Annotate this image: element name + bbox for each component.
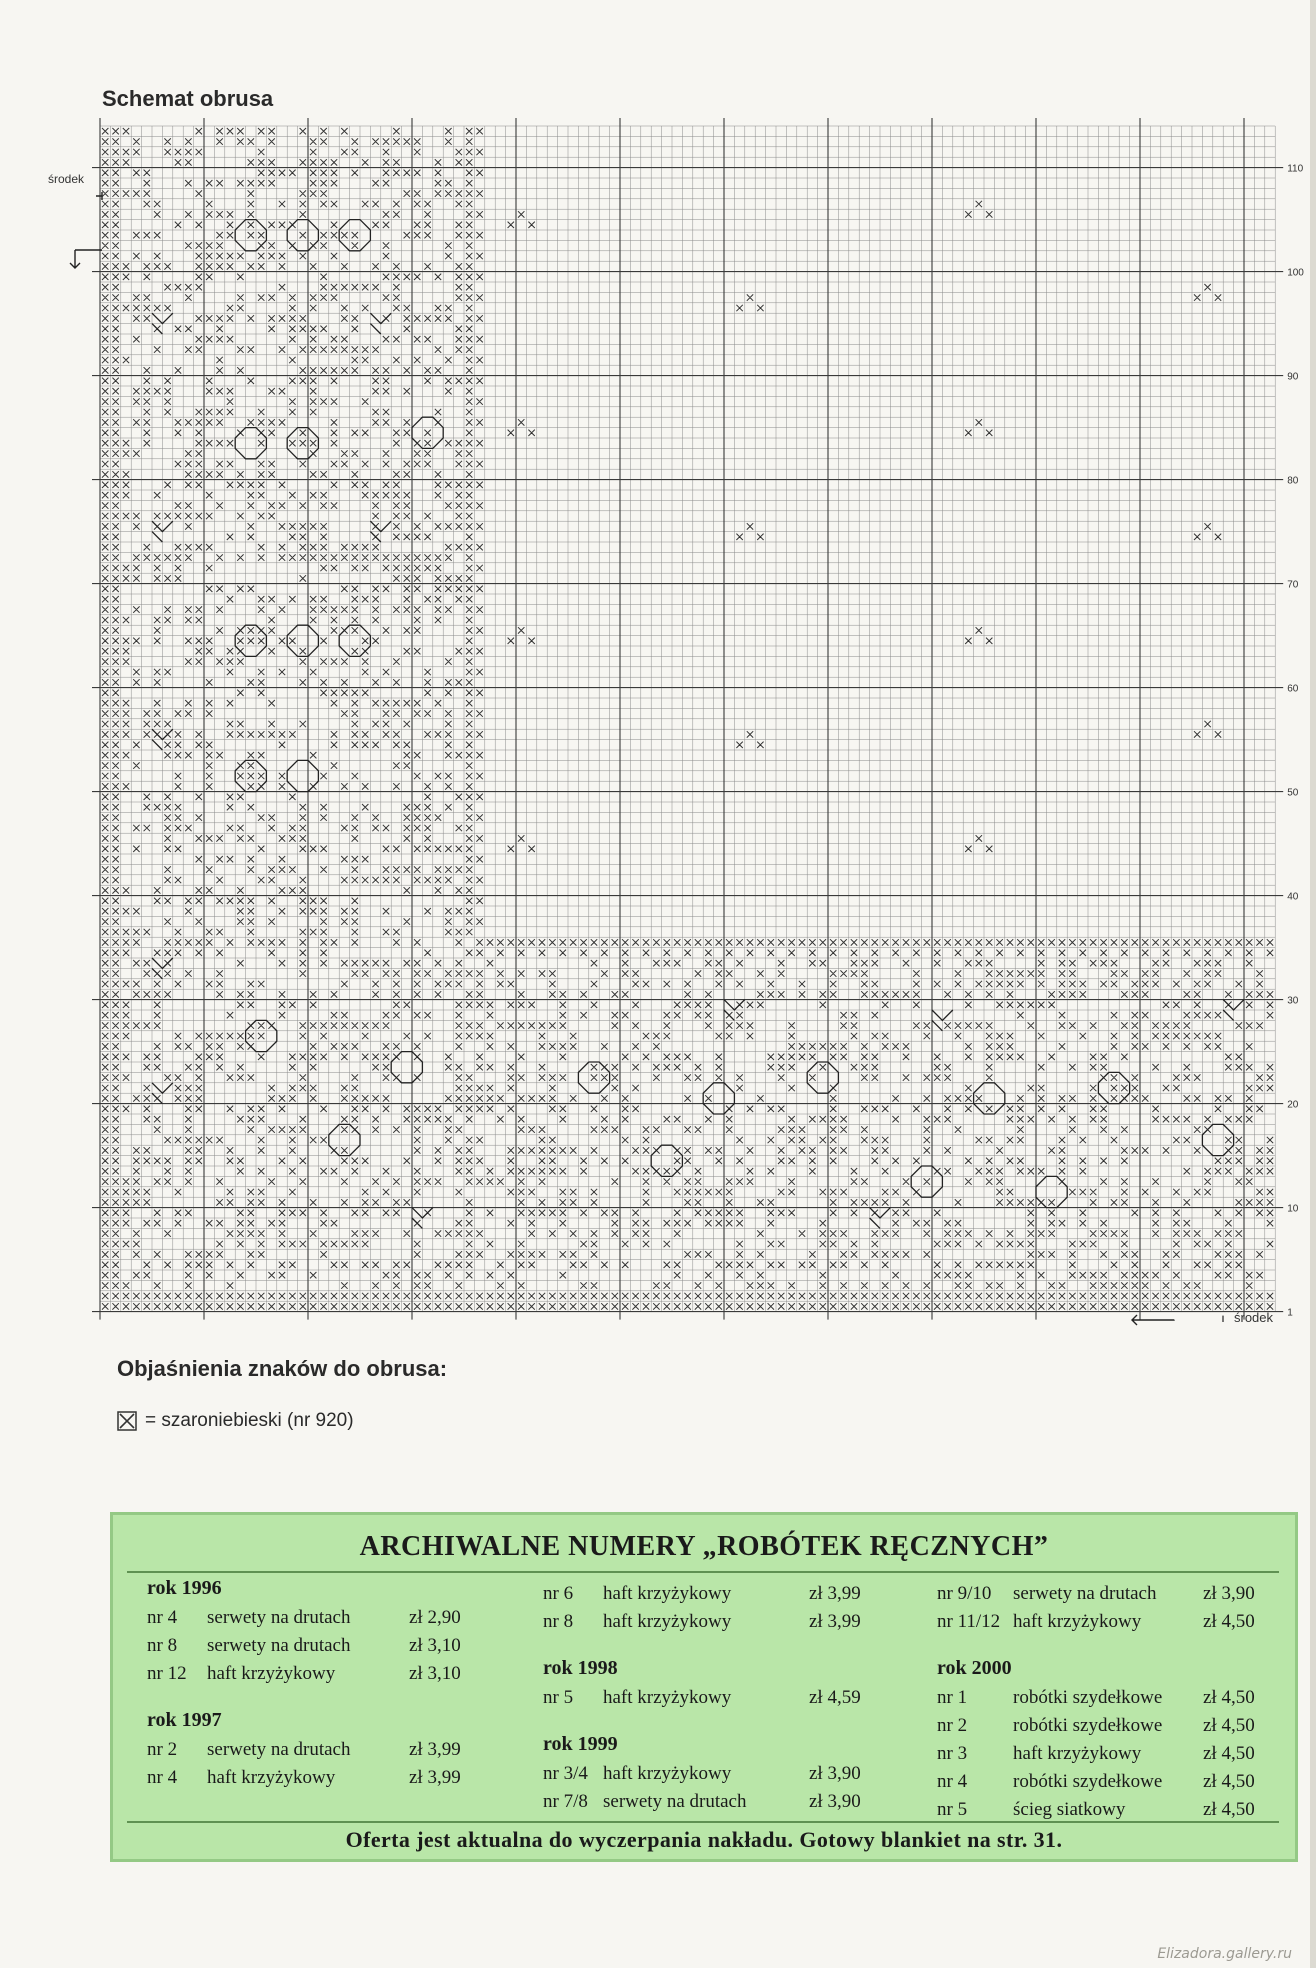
- cross-stitch-icon: [117, 1411, 137, 1431]
- issue-price: zł 3,90: [1203, 1583, 1255, 1604]
- issue-price: zł 4,50: [1203, 1743, 1255, 1764]
- watermark: Elizadora.gallery.ru: [1157, 1946, 1292, 1962]
- issue-number: nr 4: [147, 1607, 178, 1628]
- row-label: 10: [1287, 1203, 1299, 1215]
- issue-topic: serwety na drutach: [207, 1607, 351, 1628]
- archive-title-rule: [127, 1571, 1279, 1573]
- row-label: 60: [1287, 683, 1299, 695]
- issue-price: zł 3,90: [809, 1763, 861, 1784]
- issue-topic: haft krzyżykowy: [207, 1767, 336, 1788]
- issue-price: zł 3,90: [809, 1791, 861, 1812]
- issue-price: zł 4,50: [1203, 1771, 1255, 1792]
- archive-year: rok 1999: [543, 1733, 618, 1755]
- issue-price: zł 3,10: [409, 1635, 461, 1656]
- issue-number: nr 3/4: [543, 1763, 588, 1784]
- row-label: 90: [1287, 371, 1299, 383]
- issue-number: nr 5: [937, 1799, 968, 1820]
- archive-footer: Oferta jest aktualna do wyczerpania nakładu. Gotowy blankiet na str. 31.: [345, 1827, 1063, 1852]
- archive-year: rok 1997: [147, 1709, 222, 1731]
- issue-number: nr 3: [937, 1743, 968, 1764]
- issue-number: nr 5: [543, 1687, 574, 1708]
- row-label: 100: [1287, 267, 1304, 279]
- issue-topic: serwety na drutach: [1013, 1583, 1157, 1604]
- issue-number: nr 11/12: [937, 1611, 1001, 1632]
- issue-number: nr 6: [543, 1583, 574, 1604]
- issue-price: zł 4,50: [1203, 1715, 1255, 1736]
- issue-number: nr 2: [937, 1715, 968, 1736]
- archive-footer-rule: [127, 1821, 1279, 1823]
- legend-row: [117, 1408, 354, 1434]
- archive-year: rok 1998: [543, 1657, 618, 1679]
- issue-price: zł 3,99: [409, 1767, 461, 1788]
- issue-price: zł 3,99: [809, 1611, 861, 1632]
- row-label: 40: [1287, 891, 1299, 903]
- issue-price: zł 4,50: [1203, 1799, 1255, 1820]
- issue-topic: serwety na drutach: [207, 1635, 351, 1656]
- row-label: 30: [1287, 995, 1299, 1007]
- issue-price: zł 3,10: [409, 1663, 461, 1684]
- row-label: 50: [1287, 787, 1299, 799]
- issue-price: zł 2,90: [409, 1607, 461, 1628]
- issue-price: zł 4,59: [809, 1687, 861, 1708]
- archive-box: [110, 1512, 1298, 1862]
- center-arrow-left: [70, 250, 102, 268]
- issue-number: nr 2: [147, 1739, 178, 1760]
- issue-topic: haft krzyżykowy: [603, 1763, 732, 1784]
- archive-year: rok 1996: [147, 1577, 222, 1599]
- issue-number: nr 4: [937, 1771, 968, 1792]
- issue-topic: robótki szydełkowe: [1013, 1687, 1163, 1708]
- center-arrow-bottom: [1132, 1315, 1174, 1325]
- legend-text: = szaroniebieski (nr 920): [145, 1410, 354, 1431]
- issue-topic: haft krzyżykowy: [1013, 1611, 1142, 1632]
- issue-topic: robótki szydełkowe: [1013, 1715, 1163, 1736]
- center-label-top: środek: [48, 172, 85, 186]
- issue-topic: haft krzyżykowy: [603, 1687, 732, 1708]
- legend-title: Objaśnienia znaków do obrusa:: [117, 1356, 448, 1381]
- issue-topic: haft krzyżykowy: [603, 1611, 732, 1632]
- issue-topic: haft krzyżykowy: [1013, 1743, 1142, 1764]
- issue-topic: serwety na drutach: [207, 1739, 351, 1760]
- issue-price: zł 3,99: [409, 1739, 461, 1760]
- issue-topic: serwety na drutach: [603, 1791, 747, 1812]
- issue-number: nr 8: [147, 1635, 178, 1656]
- archive-year: rok 2000: [937, 1657, 1012, 1679]
- issue-topic: robótki szydełkowe: [1013, 1771, 1163, 1792]
- issue-price: zł 4,50: [1203, 1611, 1255, 1632]
- archive-title: ARCHIWALNE NUMERY „ROBÓTEK RĘCZNYCH”: [359, 1531, 1049, 1562]
- issue-topic: haft krzyżykowy: [603, 1583, 732, 1604]
- issue-number: nr 7/8: [543, 1791, 588, 1812]
- row-label: 1: [1287, 1307, 1293, 1319]
- grid-lines: [100, 126, 1275, 1312]
- issue-topic: haft krzyżykowy: [207, 1663, 336, 1684]
- row-label: 20: [1287, 1099, 1299, 1111]
- issue-number: nr 9/10: [937, 1583, 992, 1604]
- chart-title: Schemat obrusa: [102, 86, 274, 111]
- row-label: 110: [1287, 163, 1304, 175]
- row-label: 80: [1287, 475, 1299, 487]
- issue-topic: ścieg siatkowy: [1013, 1799, 1126, 1820]
- issue-price: zł 4,50: [1203, 1687, 1255, 1708]
- issue-price: zł 3,99: [809, 1583, 861, 1604]
- issue-number: nr 8: [543, 1611, 574, 1632]
- issue-number: nr 12: [147, 1663, 187, 1684]
- center-label-bottom: środek: [1234, 1310, 1274, 1325]
- issue-number: nr 1: [937, 1687, 968, 1708]
- row-label: 70: [1287, 579, 1299, 591]
- issue-number: nr 4: [147, 1767, 178, 1788]
